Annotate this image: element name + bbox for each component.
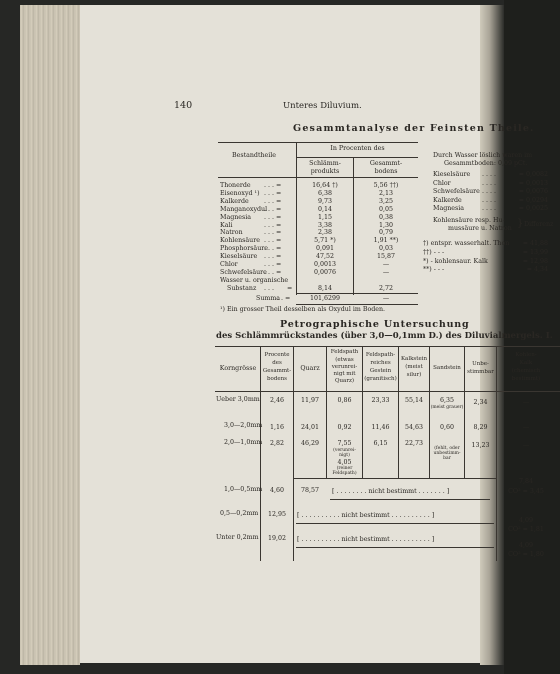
sidebox-row-name: Chlor [433,179,451,187]
table2-header-fgest-3: Gestein [369,368,392,374]
t2-r5-kk2: CO² = 1,81 [508,526,544,533]
table1-row-a: 47,52 [315,253,335,261]
t2-r2-sand: 0,60 [439,424,455,431]
t2-r6-nicht-bestimmt: [ . . . . . . . . . . nicht bestimmt . . . . . . . . . . ] [297,536,435,543]
table2-header-fgest-4: (granitisch) [364,376,397,382]
sidebox-row-name: Schwefelsäure [433,188,480,196]
table1-bottom-rule [296,304,418,305]
t2-r2-feld: 0,92 [337,424,352,431]
table2-header-kk-2: Kalk [519,360,533,366]
t2-r3-proc: 2,82 [269,440,285,447]
table1-row-dots: . . . = [264,189,282,197]
table1-row-name: Chlor [220,261,238,268]
t2-r3-kalk: 22,73 [404,440,424,447]
sidebox-kohl-line1: Kohlensäure resp. Hu- [433,217,505,224]
table1-row-a: 1,15 [317,213,333,221]
table2-header-fgest-1: Feldspath- [365,352,396,358]
t2-r5-underline [296,523,494,524]
table1-row-name: Natron [220,229,243,237]
t2-r5-proc: 12,95 [267,511,287,518]
t2-r5-nicht-bestimmt: [ . . . . . . . . . . nicht bestimmt . . . . . . . . . . ] [297,512,435,519]
sidebox-note-value: = 4,34 [526,266,548,274]
table1-col-bestandtheile: Bestandtheile [232,152,277,159]
sidebox-row-dots: . . . . [482,205,497,213]
table1-row-a: 0,14 [317,205,333,213]
t2-r1-fgest: 23,33 [371,397,390,404]
table1-row-b: 0,05 [378,205,394,213]
table1-row-dots: . . . = [264,245,282,253]
table1-summa-eq: . . = [277,295,291,302]
table1-header-rule [218,177,418,178]
t2-r4-nicht-bestimmt: [ . . . . . . . . nicht bestimmt . . . . . . . ] [332,488,450,495]
table2-header-quarz: Quarz [300,365,320,372]
t2-r5-korn: 0,5—0,2mm [220,510,259,517]
book-page [80,5,554,663]
t2-r4-kk1: 7,84 [518,478,534,485]
t2-r3-feld-note1: (verunrei- [333,448,356,453]
table2-header-feld-4: nigt mit [333,371,356,377]
t2-r3-feld-note2: nigt) [339,453,350,458]
t2-r4-quarz: 78,57 [300,487,320,494]
t2-r3-kk: — [522,442,530,449]
sidebox-row-dots: . . . . [482,179,497,187]
table1-row-b: 3,25 [378,197,394,205]
table1-row-a: 3,38 [317,221,333,229]
sidebox-note-text: *) - kohlensaur. Kalk [423,257,488,265]
table1-col-b-line2: bodens [374,168,398,175]
t2-r4-kk2: CO² = 3,45 [508,488,544,495]
table2-header-kalk-2: (meist [405,364,423,370]
table1-last-row-line2: Substanz [227,285,257,292]
table2-top-rule [215,346,560,347]
t2-r2-unbe: 8,29 [473,424,488,431]
table2-nb-rule [293,478,496,479]
table1-col-a-line2: produkts [310,168,340,175]
table1-row-name: Schwefelsäure [220,268,267,276]
table1-row-b: 2,13 [378,189,394,197]
table1-row-name: Phosphorsäure [220,245,268,253]
t2-r3-quarz: 46,29 [300,440,320,447]
table2-header-feld-2: (etwas [335,357,354,363]
table1-top-rule [218,142,418,143]
sidebox-line2: Gesammtboden: 0,09 pCt. [444,160,528,167]
sidebox-note-value: = 41,88 [522,240,548,247]
sidebox-row-value: = 0,0013 [518,179,548,187]
table1-group-rule [297,157,418,158]
table1-last-row-line1: Wasser u. organische [220,277,289,284]
sidebox-note-text: †) entspr. wasserhalt. Thon [423,240,510,247]
table2-divider-proc [293,346,294,561]
t2-r3-feld: 7,55 [337,440,352,447]
t2-r5-kk1: 4,09 [518,517,534,524]
page-stack-edges [20,5,80,665]
table1-row-name: Manganoxydul [220,205,268,213]
sidebox-row-dots: . . . . [482,188,497,196]
table1-last-row-a: 8,14 [317,285,333,292]
table1-col-group: In Procenten des [330,145,385,152]
table1-last-row-dots: . . . [264,285,275,292]
table2-header-kalk-3: silur) [406,372,422,378]
table2-header-feld-1: Feldspath [330,349,359,355]
t2-r3-unbe: 13,23 [471,442,490,449]
table1-row-dots: . . . = [264,213,282,221]
t2-r6-kk1: 4,09 [518,542,534,549]
t2-r2-quarz: 24,01 [300,424,320,431]
t2-r6-kk2: CO² = 1,80 [508,551,544,558]
t2-r2-proc: 1,16 [269,424,285,431]
table1-row-name: Kali [220,221,233,229]
table2-header-rule [215,391,560,392]
table1-row-a: 2,38 [317,229,333,237]
table1-row-a: 0,091 [315,245,335,253]
table1-row-b: 1,91 **) [373,237,399,245]
sidebox-note-text: **) - - - [423,266,445,274]
t2-r2-kk: — [522,424,530,431]
t2-r1-kk: — [522,399,530,406]
sidebox-kohl-line2: mussäure u. Natron [448,225,512,232]
table1-row-b: 5,56 ††) [373,182,399,189]
table2-header-unbe-2: stimmbar [467,369,494,375]
sidebox-differenz: Differenz [524,221,554,228]
table2-header-procente-2: des [272,360,282,366]
t2-r6-underline [296,547,494,548]
table1-row-dots: . . . = [264,237,282,245]
table1-row-b: — [382,268,390,276]
sidebox-row-name: Kieselsäure [433,171,471,178]
table1-last-row-b: 2,72 [378,285,394,292]
t2-r1-korn: Ueber 3,0mm [216,396,260,403]
table2-title-line2: des Schlämmrückstandes (über 3,0—0,1mm D.) des Diluvialmergels. I. [216,331,553,341]
t2-r1-sand-note: (meist grauer) [430,405,464,410]
table1-row-dots: . . . = [264,261,282,268]
table1-summa-b: — [382,295,390,302]
table1-title: Gesammtanalyse der Feinsten Theile. [293,123,535,134]
table1-row-a: 16,64 †) [312,182,338,189]
sidebox-row-value: = 0,0076 [518,188,548,196]
table1-col-b-line1: Gesammt- [369,160,403,167]
t2-r3-feld-note4: Feldspath) [332,471,357,476]
sidebox-note-text: ††) - - - [423,248,445,256]
table1-row-dots: . . . = [264,205,282,213]
t2-r1-quarz: 11,97 [300,397,320,404]
table1-row-b: 0,79 [378,229,394,237]
t2-r3-feld-note3: (reiner [336,466,353,471]
sidebox-row-dots: . . . . [482,171,497,178]
t2-r1-kalk: 55,14 [404,397,424,404]
table1-summa-label: Summa [256,295,281,302]
sidebox-note-value: = 12,98 [522,257,548,265]
table1-row-dots: . . . = [264,229,282,237]
t2-r4-korn: 1,0—0,5mm [224,486,263,493]
table2-header-procente-4: bodens [267,376,287,382]
t2-r3-korn: 2,0—1,0mm [224,439,263,446]
t2-r2-korn: 3,0—2,0mm [224,422,263,429]
sidebox-line1: Durch Wasser löslich waren im [433,152,533,159]
table1-row-dots: . . . = [264,253,282,261]
t2-r6-korn: Unter 0,2mm [216,534,259,541]
running-title: Unteres Diluvium. [283,101,362,111]
table1-row-a: 5,71 *) [314,237,336,245]
table1-row-a: 0,0076 [313,268,337,276]
table2-header-sandstein: Sandstein [433,365,461,371]
t2-r3-feld2: 4,05 [337,459,352,466]
table1-row-b: 0,38 [378,213,394,221]
t2-r6-proc: 19,02 [267,535,287,542]
t2-r2-fgest: 11,46 [371,424,390,431]
table2-header-procente-1: Procente [264,352,290,358]
table1-row-name: Kieselsäure [220,253,258,261]
table1-row-b: 15,87 [376,253,396,261]
table1-summa-value: 101,6299 [309,295,341,302]
table1-row-dots: . . . = [264,221,282,229]
sidebox-row-value: = 0,0082 [518,171,548,178]
t2-r1-feld: 0,86 [337,397,352,404]
table2-header-feld-5: Quarz) [334,378,354,384]
table1-row-name: Kalkerde [220,197,249,205]
page-number: 140 [174,100,193,111]
table1-row-a: 0,0013 [313,261,337,268]
t2-r1-proc: 2,46 [269,397,285,404]
table1-sum-rule [296,293,418,294]
sidebox-row-value: = 0,0025 [518,205,548,213]
table1-row-b: — [382,261,390,268]
sidebox-row-name: Magnesia [433,205,465,213]
t2-r1-unbe: 2,34 [473,399,488,406]
table2-header-fgest-2: reiches [370,360,391,366]
table2-header-korngroesse: Korngrösse [219,365,257,372]
sidebox-row-value: = 0,0294 [518,196,548,204]
table1-row-name: Eisenoxyd ¹) [220,189,260,197]
table1-row-dots: . . . = [264,268,282,276]
table1-footnote: ¹) Ein grosser Theil desselben als Oxydul im Boden. [220,306,386,313]
table2-header-feld-3: verunrei- [331,364,358,370]
sidebox-note-value: = 13,99 [522,248,548,256]
table1-row-name: Thonerde [220,182,251,189]
table2-header-kalk-1: Kalkstein [400,356,428,362]
t2-r4-proc: 4,60 [269,487,285,494]
table1-row-b: 0,03 [378,245,394,253]
table1-col-a-line1: Schlämm- [309,160,341,167]
table1-row-name: Kohlensäure [220,237,260,245]
table1-row-name: Magnesia [220,213,252,221]
sidebox-row-dots: . . . . [482,196,497,204]
table1-row-b: 1,30 [378,221,394,229]
table2-header-unbe-1: Unbe- [472,361,489,367]
table2-header-kk-1: Kohlen- [515,352,537,358]
t2-r2-kalk: 54,63 [404,424,424,431]
t2-r3-sand-note: (fehlt, oder unbestimm-bar [433,446,461,461]
table1-last-row-eq: = [287,285,293,292]
table2-header-kk-4: bestimmt) [511,376,541,382]
table1-row-dots: . . . = [264,182,282,189]
table1-row-a: 6,38 [317,189,333,197]
sidebox-row-name: Kalkerde [433,196,462,204]
table2-title-line1: Petrographische Untersuchung [280,319,470,330]
t2-r4-underline [330,499,490,500]
t2-r1-sand: 6,35 [439,397,455,404]
table2-header-kk-3: (chemisch [511,368,541,374]
table2-header-procente-3: Gesammt- [262,368,292,374]
sidebox-brace: } [517,218,524,229]
table1-row-a: 9,73 [317,197,333,205]
table1-row-dots: . . . = [264,197,282,205]
t2-r3-fgest: 6,15 [373,440,388,447]
